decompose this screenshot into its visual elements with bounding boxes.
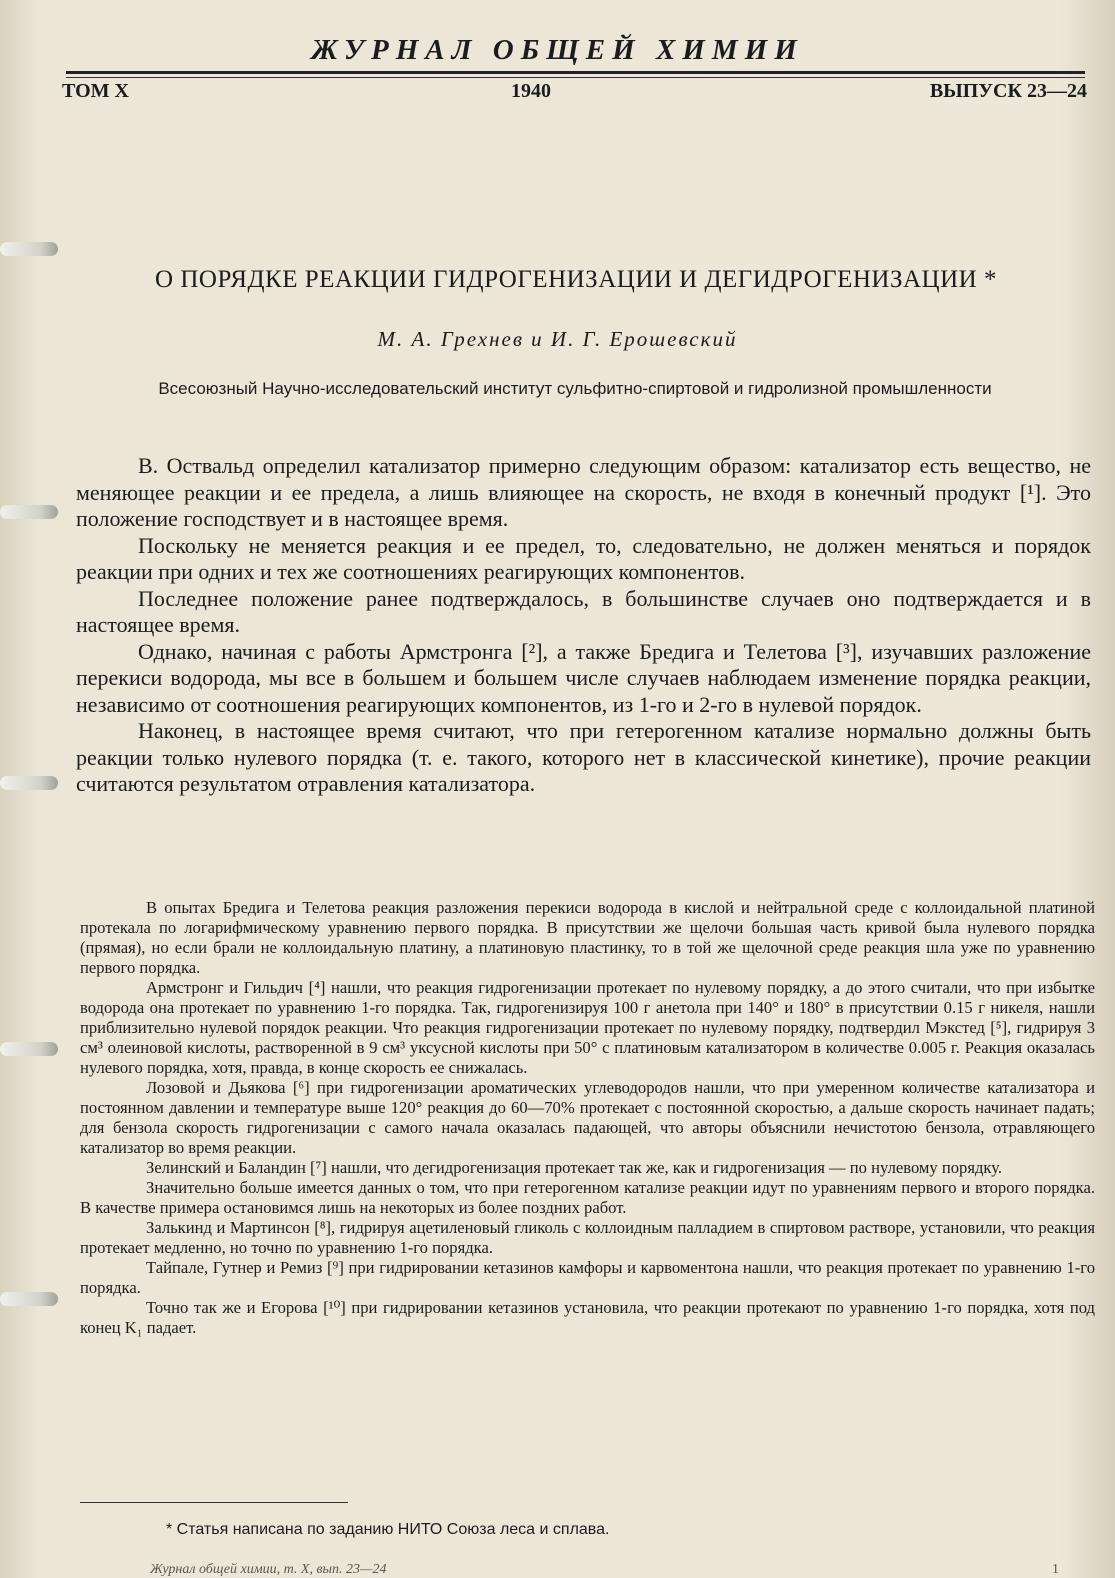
article-authors: М. А. Грехнев и И. Г. Ерошевский [377,327,738,351]
note-paragraph: Значительно больше имеется данных о том, что при гетерогенном катализе реакции идут по уравнениям первого и второго порядка. В качестве примера остановимся лишь на некоторых из более поздних работ. [80,1178,1095,1217]
footnote: * Статья написана по заданию НИТО Союза леса и сплава. [166,1521,610,1538]
body-paragraph: В. Оствальд определил катализатор примерно следующим образом: катализатор есть вещество, не меняющее реакции и ее предела, а лишь влияющее на скорость, не входя в конечный продукт [¹]. Это положение господствует и в настоящее время. [76,453,1091,531]
body-paragraph: Последнее положение ранее подтверждалось, в большинстве случаев оно подтверждается и в настоящее время. [76,585,1091,637]
body-paragraph: Однако, начиная с работы Армстронга [²], а также Бредига и Телетова [³], изучавших разложение перекиси водорода, мы все в большем и большем числе случаев наблюдаем изменение порядка реакции, независимо от соотношения реагирующих компонентов, из 1-го и 2-го в нулевой порядок. [76,638,1091,717]
binding-hole-decoration [0,242,58,256]
note-paragraph: Залькинд и Мартинсон [⁸], гидрируя ацетиленовый гликоль с коллоидным палладием в спиртовом растворе, установили, что реакция протекает медленно, но точно по уравнению 1-го порядка. [80,1218,1095,1257]
running-footer: Журнал общей химии, т. X, вып. 23—24 [150,1562,387,1577]
body-paragraph: Поскольку не меняется реакция и ее предел, то, следовательно, не должен меняться и порядок реакции при одних и тех же соотношениях реагирующих компонентов. [76,532,1091,584]
note-paragraph: В опытах Бредига и Телетова реакция разложения перекиси водорода в кислой и нейтральной среде с коллоидальной платиной протекала по логарифмическому уравнению первого порядка. В присутствии же щелочи большая часть кривой была нулевого порядка (прямая), но если брали не коллоидальную платину, а платиновую пластинку, то в той же щелочной среде реакция шла уже по уравнению первого порядка. [80,898,1095,977]
year-label: 1940 [511,80,551,102]
note-paragraph: Точно так же и Егорова [¹⁰] при гидрировании кетазинов установила, что реакции протекают по уравнению 1-го порядка, хотя под конец K₁ падает. [80,1298,1095,1337]
journal-title: ЖУРНАЛ ОБЩЕЙ ХИМИИ [311,34,804,66]
issue-label: ВЫПУСК 23—24 [929,80,1087,102]
article-body [76,453,1091,798]
note-paragraph: Лозовой и Дьякова [⁶] при гидрогенизации ароматических углеводородов нашли, что при умеренном количестве катализатора и постоянном давлении и температуре выше 120° реакция до 60—70% протекает с постоянной скоростью, а дальше скорость начинает падать; для бензола скорость гидрогенизации с самого начала оказалась падающей, что авторы объяснили нечистотою бензола, отравляющего катализатор во время реакции. [80,1078,1095,1157]
binding-hole-decoration [0,1292,58,1306]
body-paragraph: Наконец, в настоящее время считают, что при гетерогенном катализе нормально должны быть реакции только нулевого порядка (т. е. такого, которого нет в классической кинетике), прочие реакции считаются результатом отравления катализатора. [76,718,1091,796]
binding-hole-decoration [0,505,58,519]
article-notes [80,898,1095,1338]
header-rule [66,71,1085,74]
note-paragraph: Зелинский и Баландин [⁷] нашли, что дегидрогенизация протекает так же, как и гидрогенизация — по нулевому порядку. [146,1158,1003,1177]
note-paragraph: Тайпале, Гутнер и Ремиз [⁹] при гидрировании кетазинов камфоры и карвоментона нашли, что реакция протекает по уравнению 1-го порядка. [80,1258,1095,1297]
binding-hole-decoration [0,1042,58,1056]
article-institution: Всесоюзный Научно-исследовательский институт сульфитно-спиртовой и гидролизной промышленности [158,379,992,398]
footnote-rule [80,1502,348,1503]
header-rule-thin [66,77,1085,78]
volume-label: ТОМ X [62,80,129,102]
note-paragraph: Армстронг и Гильдич [⁴] нашли, что реакция гидрогенизации протекает по нулевому порядку, а до этого считали, что при избытке водорода она протекает по уравнению 1-го порядка. Так, гидрогенизируя 100 г анетола при 140° и 180° в присутствии 0.15 г никеля, нашли приблизительно нулевой порядок реакции. Что реакция гидрогенизации протекает по нулевому порядку, подтвердил Мэкстед [⁵], гидрируя 3 см³ олеиновой кислоты, растворенной в 9 см³ уксусной кислоты при 50° с платиновым катализатором в количестве 0.005 г. Реакция оказалась нулевого порядка, хотя, правда, в конце скорость ее снижалась. [80,978,1095,1077]
binding-hole-decoration [0,776,58,790]
page-number: 1 [1052,1562,1059,1577]
article-title: О ПОРЯДКЕ РЕАКЦИИ ГИДРОГЕНИЗАЦИИ И ДЕГИДРОГЕНИЗАЦИИ * [155,266,997,293]
